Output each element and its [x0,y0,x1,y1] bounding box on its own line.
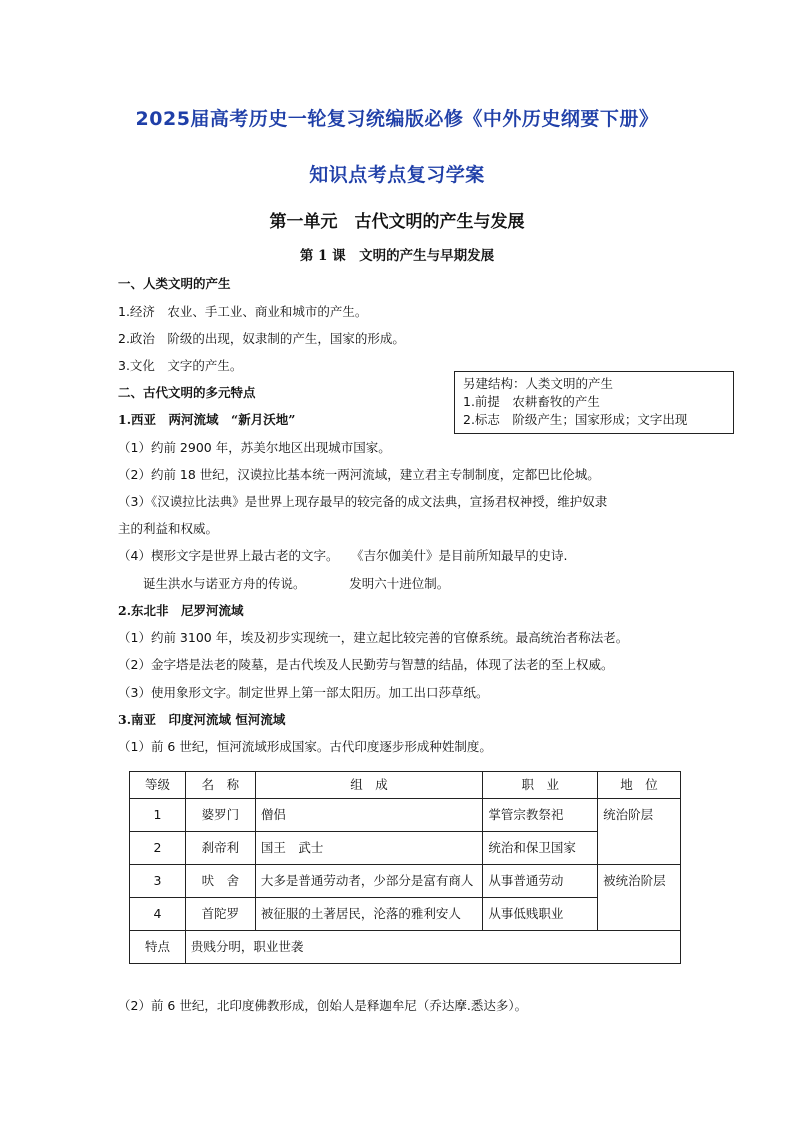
cell-name: 刹帝利 [185,832,255,865]
cell-occupation: 掌管宗教祭祀 [483,799,598,832]
cell-status-ruling: 统治阶层 [598,799,681,865]
section1-item-culture: 3.文化 文字的产生。 [118,358,243,373]
cell-level: 3 [130,865,186,898]
west-asia-point-3: （3）《汉谟拉比法典》是世界上现存最早的较完备的成文法典，宣扬君权神授，维护奴隶 [118,494,608,509]
lesson-title: 第 1 课 文明的产生与早期发展 [299,248,495,264]
cell-name: 婆罗门 [185,799,255,832]
cell-composition: 被征服的土著居民，沦落的雅利安人 [255,898,483,931]
table-row [130,799,681,832]
cell-status-ruled: 被统治阶层 [598,865,681,931]
cell-level: 1 [130,799,186,832]
west-asia-point-4: （4）楔形文字是世界上最古老的文字。 《吉尔伽美什》是目前所知最早的史诗. [118,548,568,563]
egypt-point-1: （1）约前 3100 年，埃及初步实现统一，建立起比较完善的官僚系统。最高统治者称法老。 [118,630,629,645]
egypt-point-2: （2）金字塔是法老的陵墓，是古代埃及人民勤劳与智慧的结晶，体现了法老的至上权威。 [118,657,614,672]
unit-title: 第一单元 古代文明的产生与发展 [269,212,525,232]
cell-level: 2 [130,832,186,865]
table-row [130,865,681,898]
table-feature-row [130,931,681,964]
header-status: 地 位 [598,772,681,799]
section1-item-politics: 2.政治 阶级的出现，奴隶制的产生，国家的形成。 [118,331,405,346]
cell-composition: 僧侣 [255,799,483,832]
cell-feature-value: 贵贱分明，职业世袭 [185,931,680,964]
west-asia-heading: 1.西亚 两河流域 “新月沃地” [118,412,296,427]
west-asia-point-4-cont: 诞生洪水与诺亚方舟的传说。 发明六十进位制。 [118,576,450,591]
india-heading: 3.南亚 印度河流域 恒河流域 [118,712,286,727]
section1-item-economy: 1.经济 农业、手工业、商业和城市的产生。 [118,304,368,319]
cell-composition: 国王 武士 [255,832,483,865]
header-level: 等级 [130,772,186,799]
note-line-title: 另建结构：人类文明的产生 [463,376,614,391]
header-occupation: 职 业 [483,772,598,799]
table-header-row [130,772,681,799]
header-name: 名 称 [185,772,255,799]
cell-occupation: 从事普通劳动 [483,865,598,898]
egypt-point-3: （3）使用象形文字。制定世界上第一部太阳历。加工出口莎草纸。 [118,685,489,700]
document-title-line1: 2025届高考历史一轮复习统编版必修《中外历史纲要下册》 [135,108,659,130]
egypt-heading: 2.东北非 尼罗河流域 [118,603,244,618]
cell-level: 4 [130,898,186,931]
note-line-premise: 1.前提 农耕畜牧的产生 [463,394,600,409]
west-asia-point-2: （2）约前 18 世纪，汉谟拉比基本统一两河流域，建立君主专制制度，定都巴比伦城。 [118,467,600,482]
note-line-signs: 2.标志 阶级产生；国家形成；文字出现 [463,412,688,427]
section1-heading: 一、人类文明的产生 [118,276,231,291]
document-title-line2: 知识点考点复习学案 [309,164,485,186]
west-asia-point-1: （1）约前 2900 年，苏美尔地区出现城市国家。 [118,440,391,455]
india-point-1: （1）前 6 世纪，恒河流域形成国家。古代印度逐步形成种姓制度。 [118,739,492,754]
india-point-2: （2）前 6 世纪，北印度佛教形成，创始人是释迦牟尼（乔达摩.悉达多）。 [118,998,528,1013]
header-composition: 组 成 [255,772,483,799]
structure-note-box [454,371,734,434]
cell-occupation: 统治和保卫国家 [483,832,598,865]
cell-name: 吠 舍 [185,865,255,898]
cell-feature-label: 特点 [130,931,186,964]
cell-composition: 大多是普通劳动者，少部分是富有商人 [255,865,483,898]
section2-heading: 二、古代文明的多元特点 [118,385,256,400]
caste-system-table [129,771,681,964]
cell-name: 首陀罗 [185,898,255,931]
west-asia-point-3-cont: 主的利益和权威。 [118,521,219,536]
cell-occupation: 从事低贱职业 [483,898,598,931]
